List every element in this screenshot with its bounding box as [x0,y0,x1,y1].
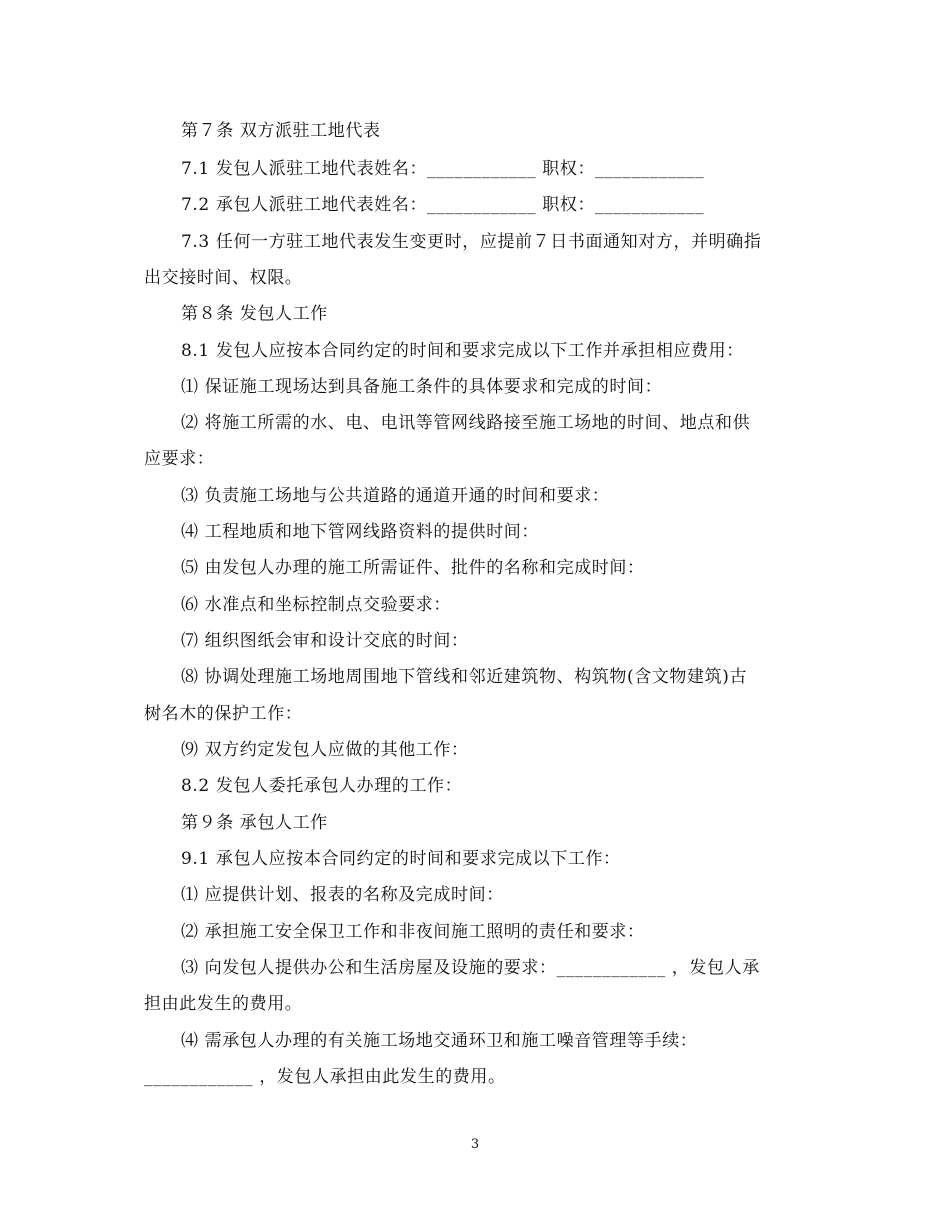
clause-7-2: 7.2 承包人派驻工地代表姓名：____________ 职权：____________ [181,195,705,215]
clause-8-1-item-7: ⑺ 组织图纸会审和设计交底的时间： [181,631,469,651]
clause-8-1-item-4: ⑷ 工程地质和地下管网线路资料的提供时间： [181,522,540,542]
clause-8-1-item-5: ⑸ 由发包人办理的施工所需证件、批件的名称和完成时间： [181,558,645,578]
clause-8-1-item-8: ⑻ 协调处理施工场地周围地下管线和邻近建筑物、构筑物(含文物建筑)古 [181,667,748,687]
clause-8-1-item-9: ⑼ 双方约定发包人应做的其他工作： [181,740,469,760]
clause-8-1-item-6: ⑹ 水准点和坐标控制点交验要求： [181,595,452,615]
page-number: 3 [470,1137,480,1152]
clause-8-1-item-2: ⑵ 将施工所需的水、电、电讯等管网线路接至施工场地的时间、地点和供 [181,413,751,433]
clause-9-1: 9.1 承包人应按本合同约定的时间和要求完成以下工作： [181,849,621,869]
clause-8-1-item-2-cont: 应要求： [144,449,215,469]
clause-9-1-item-4-cont: ____________ ，发包人承担由此发生的费用。 [144,1067,506,1087]
clause-9-1-item-3: ⑶ 向发包人提供办公和生活房屋及设施的要求：____________ ，发包人承 [181,958,760,978]
clause-8-1: 8.1 发包人应按本合同约定的时间和要求完成以下工作并承担相应费用： [181,341,744,361]
clause-7-1: 7.1 发包人派驻工地代表姓名：____________ 职权：____________ [181,159,705,179]
section-heading-9: 第９条 承包人工作 [181,813,328,833]
clause-9-1-item-4: ⑷ 需承包人办理的有关施工场地交通环卫和施工噪音管理等手续： [181,1031,698,1051]
clause-9-1-item-2: ⑵ 承担施工安全保卫工作和非夜间施工照明的责任和要求： [181,922,645,942]
clause-8-2: 8.2 发包人委托承包人办理的工作： [181,776,463,796]
section-heading-8: 第８条 发包人工作 [181,304,328,324]
clause-7-3: 7.3 任何一方驻工地代表发生变更时，应提前７日书面通知对方，并明确指 [181,232,762,252]
clause-9-1-item-1: ⑴ 应提供计划、报表的名称及完成时间： [181,885,504,905]
clause-8-1-item-3: ⑶ 负责施工场地与公共道路的通道开通的时间和要求： [181,486,610,506]
clause-8-1-item-8-cont: 树名木的保护工作： [144,704,303,724]
section-heading-7: 第７条 双方派驻工地代表 [181,121,381,141]
clause-7-3-cont: 出交接时间、权限。 [144,268,303,288]
clause-8-1-item-1: ⑴ 保证施工现场达到具备施工条件的具体要求和完成的时间： [181,377,663,397]
clause-9-1-item-3-cont: 担由此发生的费用。 [144,994,303,1014]
